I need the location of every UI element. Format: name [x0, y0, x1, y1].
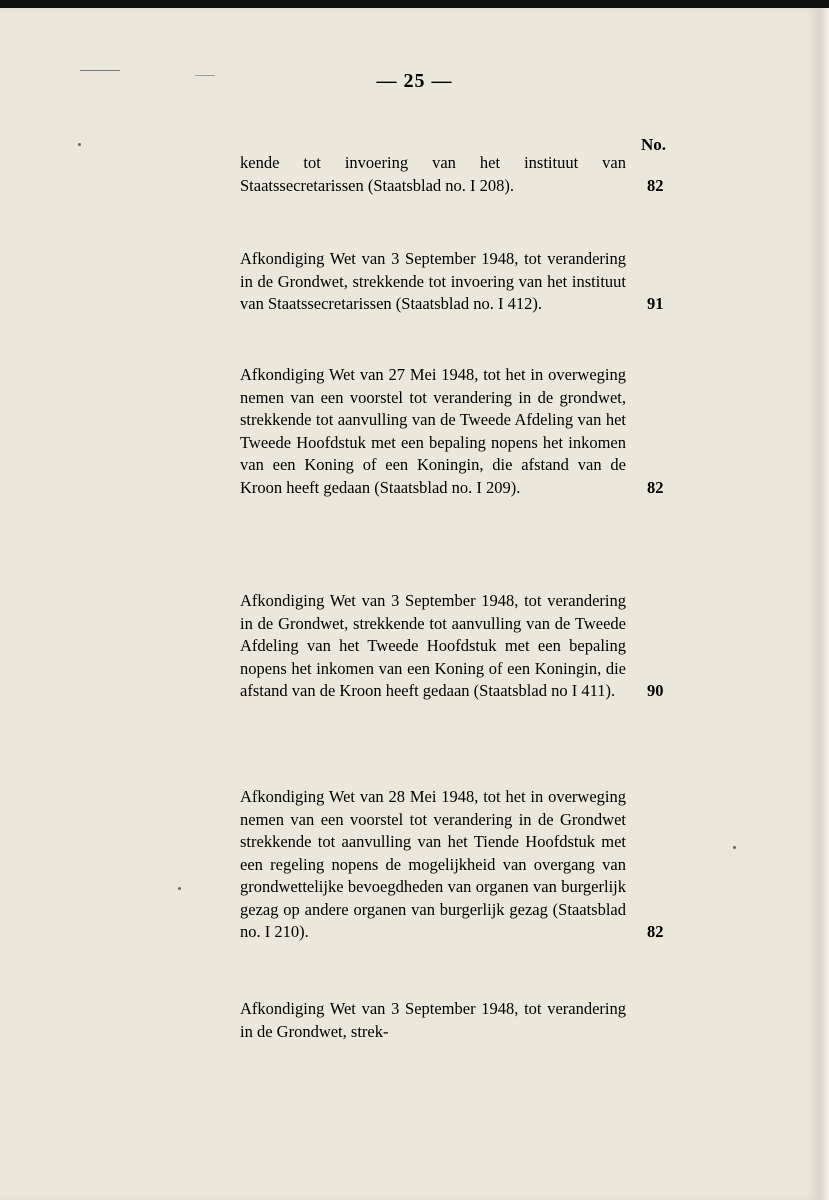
entry-reference: 82 [647, 922, 664, 941]
entry-reference: 82 [647, 477, 664, 497]
column-header: No. [641, 135, 667, 154]
stray-dot [178, 887, 181, 890]
index-entry [240, 152, 664, 197]
index-entry [240, 786, 664, 944]
page-number: — 25 — [376, 70, 453, 92]
entry-text: Afkondiging Wet van 3 September 1948, tot verandering in de Grondwet, strekkende tot invoering van het instituut van Staatssecretarissen (Staatsblad no. I 412). [240, 249, 626, 313]
stray-dot [78, 143, 81, 146]
entry-text: Afkondiging Wet van 27 Mei 1948, tot het in overweging nemen van een voorstel tot verandering in de grondwet, strekkende tot aanvulling van de Tweede Afdeling van het Tweede Hoofdstuk met een bepaling nopens het inkomen van een Koning of een Koningin, die afstand van de Kroon heeft gedaan (Staatsblad no. I 209). [240, 365, 626, 497]
entry-reference: 90 [647, 681, 664, 700]
entry-reference: 91 [647, 294, 664, 313]
index-entry [240, 248, 664, 316]
entry-text: kende tot invoering van het instituut van Staatssecretarissen (Staatsblad no. I 208). [240, 153, 626, 195]
index-entry [240, 590, 664, 703]
entry-text: Afkondiging Wet van 3 September 1948, tot verandering in de Grondwet, strek- [240, 999, 626, 1041]
entry-text: Afkondiging Wet van 3 September 1948, tot verandering in de Grondwet, strekkende tot aanvulling van de Tweede Afdeling van het Tweede Hoofdstuk met een bepaling nopens het inkomen van een Koning of een Koningin, die afstand van de Kroon heeft gedaan (Staatsblad no I 411). [240, 591, 626, 700]
stray-dot [733, 846, 736, 849]
entry-reference: 82 [647, 175, 664, 195]
page-edge [819, 8, 829, 1200]
index-entry [240, 998, 626, 1043]
index-entry [240, 364, 664, 499]
entry-text: Afkondiging Wet van 28 Mei 1948, tot het in overweging nemen van een voorstel tot verandering in de Grondwet strekkende tot aanvulling van het Tiende Hoofdstuk met een regeling nopens de mogelijkheid van overgang van grondwettelijke bevoegdheden van organen van burgerlijk gezag op andere organen van burgerlijk gezag (Staatsblad no. I 210). [240, 787, 626, 941]
